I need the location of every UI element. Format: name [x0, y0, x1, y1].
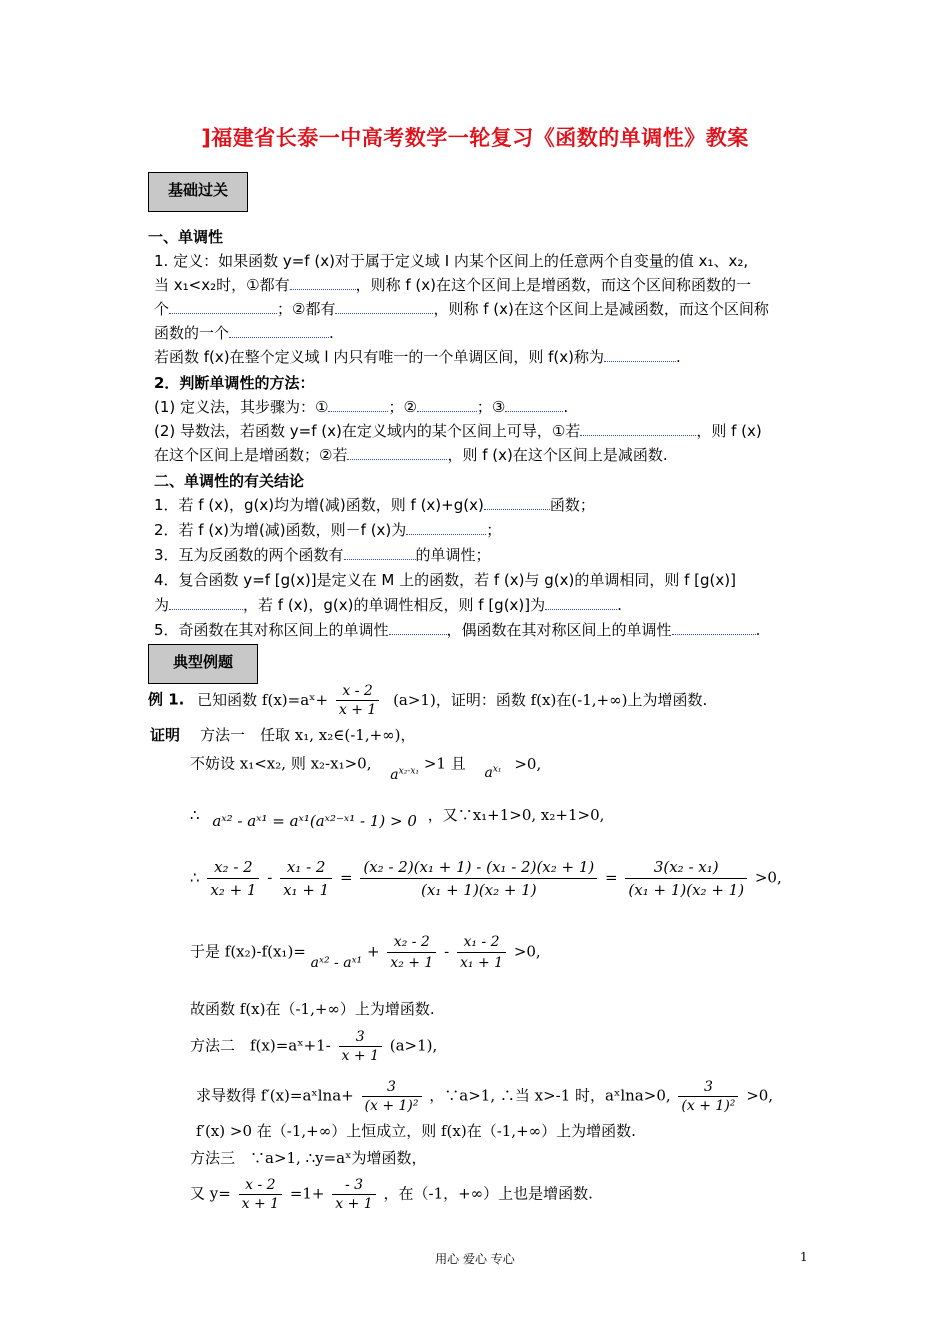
text: >0, — [746, 1086, 774, 1105]
proof-label: 证明 — [150, 726, 181, 744]
page-number: 1 — [800, 1250, 808, 1264]
text: 2．若 f (x)为增(减)函数，则－f (x)为 — [154, 521, 407, 539]
text: ，则称 f (x)在这个区间上是减函数，而这个区间称 — [433, 300, 769, 318]
text: >1 且 — [423, 754, 466, 773]
fraction — [332, 1176, 375, 1213]
denominator: x + 1 — [241, 1196, 280, 1212]
text: ，则 f (x) — [696, 422, 762, 440]
fill-blank[interactable] — [169, 299, 277, 314]
conclusion-1 — [154, 494, 595, 516]
text: (2) 导数法，若函数 y=f (x)在定义域内的某个区间上可导，①若 — [154, 422, 581, 440]
heading-methods: 2．判断单调性的方法： — [154, 374, 315, 392]
method-2-conclusion: f′(x) >0 在（-1,+∞）上恒成立，则 f(x)在（-1,+∞）上为增函数. — [196, 1122, 636, 1140]
power-expr: $a^{x_2-x_1}$ — [390, 766, 420, 783]
denominator: x + 1 — [338, 702, 377, 718]
fill-blank[interactable] — [344, 545, 416, 560]
text: ，∵a>1, ∴当 x>-1 时，aˣlna>0, — [429, 1086, 671, 1105]
definition-line-3 — [154, 298, 769, 320]
conclusion-4: 4．复合函数 y=f [g(x)]是定义在 M 上的函数，若 f (x)与 g(x)的单调相同，则 f [g(x)] — [154, 571, 736, 589]
proof-line-2 — [190, 750, 542, 783]
numerator: x₂ - 2 — [207, 856, 259, 879]
text: ，在（-1，+∞）上也是增函数. — [383, 1184, 593, 1203]
fraction — [207, 856, 259, 901]
conclusion-5: 5．奇函数在其对称区间上的单调性 ，偶函数在其对称区间上的单调性 . — [154, 621, 761, 639]
method-3-line: 方法三 ∵a>1, ∴y=aˣ为增函数， — [190, 1149, 427, 1167]
text: ，则称 f (x)在这个区间上是增函数，而这个区间称函数的一 — [355, 276, 751, 294]
numerator: x - 2 — [239, 1176, 282, 1195]
denominator: x₁ + 1 — [459, 955, 504, 971]
text: ，又∵x₁+1>0, x₂+1>0, — [427, 806, 605, 824]
text: =1+ — [289, 1184, 325, 1203]
fraction — [336, 682, 379, 719]
numerator: 3(x₂ - x₁) — [625, 856, 747, 879]
power-expr: $a^{x_1}$ — [484, 764, 502, 781]
fill-blank[interactable] — [580, 421, 696, 436]
fraction — [239, 1176, 282, 1213]
denominator: (x₁ + 1)(x₂ + 1) — [628, 881, 745, 899]
denominator: x₂ + 1 — [390, 955, 434, 971]
heading-conclusions: 二、单调性的有关结论 — [154, 472, 305, 490]
definition-line-1: 1. 定义：如果函数 y=f (x)对于属于定义域 I 内某个区间上的任意两个自变量的值 x₁、x₂, — [154, 252, 749, 270]
conclusion-2: 2．若 f (x)为增(减)函数，则－f (x)为 ； — [154, 521, 502, 539]
method-derivative-line-1 — [154, 420, 762, 442]
text: 当 x₁<x₂时，①都有 — [154, 276, 290, 294]
definition-line-4: 函数的一个 . — [154, 324, 334, 342]
method-2-line — [190, 1028, 437, 1065]
numerator: (x₂ - 2)(x₁ + 1) - (x₁ - 2)(x₂ + 1) — [360, 856, 597, 879]
proof-method-1: 方法一 任取 x₁, x₂∈(-1,+∞)， — [200, 726, 416, 744]
text: ，则 f (x)在这个区间上是减函数. — [447, 446, 668, 464]
text: 5．奇函数在其对称区间上的单调性 — [154, 621, 389, 639]
numerator: 3 — [678, 1078, 738, 1097]
text: (a>1), — [389, 1036, 438, 1055]
text: >0, — [514, 754, 542, 773]
numerator: - 3 — [332, 1176, 375, 1195]
text: 方法二 f(x)=aˣ+1- — [190, 1036, 331, 1055]
numerator: x₁ - 2 — [280, 856, 332, 879]
text: 求导数得 f′(x)=aˣlna+ — [196, 1086, 354, 1105]
fill-blank[interactable] — [545, 595, 617, 610]
fraction — [625, 856, 747, 901]
text: 的单调性； — [415, 546, 491, 564]
text: ，偶函数在其对称区间上的单调性 — [446, 621, 672, 639]
text: 在这个区间上是增函数；②若 — [154, 446, 348, 464]
denominator: (x + 1)² — [364, 1098, 419, 1114]
page-footer: 用心 爱心 专心 — [435, 1252, 515, 1266]
fill-blank[interactable] — [406, 520, 486, 535]
proof-conclusion-1: 故函数 f(x)在（-1,+∞）上为增函数. — [190, 1000, 435, 1018]
fill-blank[interactable] — [169, 595, 243, 610]
numerator: x₁ - 2 — [457, 932, 506, 953]
proof-line-3 — [190, 804, 605, 830]
fill-blank[interactable] — [505, 397, 563, 412]
fill-blank[interactable] — [290, 275, 356, 290]
text: 为 — [154, 596, 170, 614]
numerator: 3 — [362, 1078, 422, 1097]
text: 若函数 f(x)在整个定义域 l 内只有唯一的一个单调区间，则 f(x)称为 — [154, 348, 604, 366]
text: (1) 定义法，其步骤为：① — [154, 398, 329, 416]
fill-blank[interactable] — [229, 323, 329, 338]
fraction — [457, 932, 506, 973]
text: 已知函数 f(x)=aˣ+ — [197, 690, 329, 709]
fraction — [678, 1078, 738, 1115]
section-box-examples: 典型例题 — [148, 644, 258, 684]
denominator: x + 1 — [341, 1048, 379, 1064]
text: ；② — [388, 398, 417, 416]
page-title: ]福建省长泰一中高考数学一轮复习《函数的单调性》教案 — [201, 126, 749, 150]
method-2-derivative — [196, 1078, 773, 1115]
single-interval-line: 若函数 f(x)在整个定义域 l 内只有唯一的一个单调区间，则 f(x)称为 . — [154, 348, 681, 366]
text: 1．若 f (x)，g(x)均为增(减)函数，则 f (x)+g(x) — [154, 496, 484, 514]
denominator: x₂ + 1 — [210, 881, 257, 899]
fill-blank[interactable] — [484, 495, 550, 510]
text: ；②都有 — [277, 300, 336, 318]
text: 函数的一个 — [154, 324, 230, 342]
proof-line-5: 于是 f(x₂)-f(x₁)= aˣ² - aˣ¹ + $\frac{\text{x₂ - 2}}{\text{x₂ + 1}}$ - $\frac{\text{x₁ - 2}}{\text{x₁ + 1}}$ >0, — [190, 934, 541, 971]
text: >0, — [754, 868, 782, 887]
conclusion-4-cont: 为 ，若 f (x)，g(x)的单调性相反，则 f [g(x)]为 . — [154, 596, 622, 614]
method-definition-line: (1) 定义法，其步骤为：① ；② ；③ . — [154, 398, 569, 416]
fill-blank[interactable] — [604, 347, 676, 362]
text: 于是 f(x₂)-f(x₁)= — [190, 942, 306, 961]
text: 又 y= — [190, 1184, 231, 1203]
fraction — [362, 1078, 422, 1115]
power-diff-expr: aˣ² - aˣ¹ — [310, 954, 363, 971]
fill-blank[interactable] — [389, 620, 447, 635]
definition-line-2 — [154, 274, 751, 296]
example-label: 例 1. — [148, 690, 185, 709]
fill-blank[interactable] — [328, 397, 388, 412]
numerator: x - 2 — [336, 682, 379, 701]
fill-blank[interactable] — [672, 620, 756, 635]
text: ∴ — [190, 868, 200, 887]
text: 个 — [154, 300, 170, 318]
text: 函数； — [549, 496, 595, 514]
denominator: x₁ + 1 — [283, 881, 330, 899]
denominator: (x + 1)² — [681, 1098, 736, 1114]
fraction — [280, 856, 332, 901]
denominator: (x₁ + 1)(x₂ + 1) — [420, 881, 537, 899]
text: (a>1)，证明：函数 f(x)在(-1,+∞)上为增函数. — [393, 690, 708, 709]
fill-blank[interactable] — [335, 299, 433, 314]
numerator: x₂ - 2 — [387, 932, 436, 953]
example-1 — [148, 682, 707, 719]
text: ∴ — [190, 806, 200, 824]
section-box-basics: 基础过关 — [148, 172, 248, 212]
method-derivative-line-2 — [154, 444, 668, 466]
fill-blank[interactable] — [347, 445, 447, 460]
fraction — [339, 1028, 382, 1065]
method-3-line-2 — [190, 1176, 593, 1213]
text: 不妨设 x₁<x₂, 则 x₂-x₁>0, — [190, 754, 372, 773]
inequality-expr: aˣ² - aˣ¹ = aˣ¹(aˣ²⁻ˣ¹ - 1) > 0 — [212, 812, 417, 830]
text: ；③ — [476, 398, 506, 416]
text: >0, — [513, 942, 541, 961]
fraction — [360, 856, 597, 901]
heading-monotonicity: 一、单调性 — [148, 228, 224, 246]
denominator: x + 1 — [335, 1196, 373, 1212]
conclusion-3 — [154, 544, 491, 566]
fill-blank[interactable] — [417, 397, 477, 412]
text: 3．互为反函数的两个函数有 — [154, 546, 344, 564]
numerator: 3 — [339, 1028, 382, 1047]
text: ，若 f (x)，g(x)的单调性相反，则 f [g(x)]为 — [243, 596, 546, 614]
fraction — [387, 932, 436, 973]
proof-line-4: ∴ $\frac{\text{x₂ - 2}}{\text{x₂ + 1}}$ - $\frac{\text{x₁ - 2}}{\text{x₁ + 1}}$ = $\frac{\text{(x₂ - 2)(x₁ + 1) - (x₁ - 2)(x₂ + 1)}}{\text{(x₁ + 1)(x₂ + 1)}}$ = $\frac{\text{3(x₂ - x₁)}}{\text{(x₁ + 1)(x₂ + 1)}}$ >0, — [190, 858, 782, 899]
